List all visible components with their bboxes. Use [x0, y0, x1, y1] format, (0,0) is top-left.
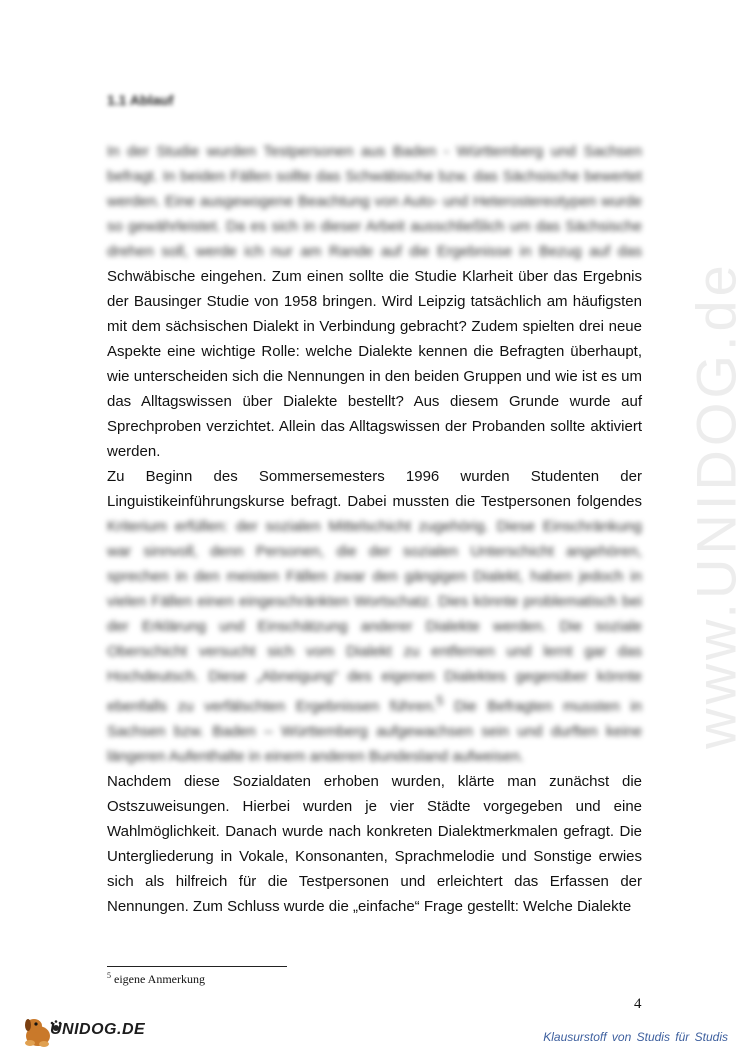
- paragraph-1: [107, 139, 642, 464]
- page-number: 4: [634, 996, 642, 1012]
- dog-icon: [25, 1019, 50, 1047]
- body-text: [107, 139, 642, 919]
- paragraph-1-clear: Schwäbische eingehen. Zum einen sollte die Studie Klarheit über das Ergebnis der Bausinger Studie von 1958 bringen. Wird Leipzig tatsächlich am häufigsten mit dem sächsischen Dialekt in Verbindung gebracht? Zudem spielten drei neue Aspekte eine wichtige Rolle: welche Dialekte kennen die Befragten überhaupt, wie unterscheiden sich die Nennungen in den beiden Gruppen und wie ist es um das Alltagswissen über Dialekte bestellt? Aus diesem Grunde wurde auf Sprechproben verzichtet. Allein das Alltagswissen der Probanden sollte aktiviert werden.: [107, 268, 642, 460]
- footnote-text: eigene Anmerkung: [114, 972, 205, 986]
- paragraph-2-blurred: Kriterium erfüllen: der sozialen Mittelschicht zugehörig. Diese Einschränkung war sinnvoll, denn Personen, die der sozialen Unterschicht angehören, sprechen in den meisten Fällen zwar den gängigen Dialekt, haben jedoch in vielen Fällen einen eingeschränkten Wortschatz. Dies könnte problematisch bei der Erklärung und Einschätzung anderer Dialekte werden. Die soziale Oberschicht versucht sich vom Dialekt zu entfernen und lernt gar das Hochdeutsch. Diese „Abneigung“ des eigenen Dialektes gegenüber könnte ebenfalls zu verfälschten Ergebnissen führen.: [107, 518, 642, 715]
- logo-text: UNIDOG.DE: [50, 1021, 146, 1038]
- footnote-number: 5: [107, 971, 111, 980]
- paragraph-2-blurred-end: Die Befragten mussten in Sachsen bzw. Baden – Württemberg aufgewachsen sein und durften keine längeren Aufenthalte in einem anderen Bundesland aufweisen.: [107, 698, 642, 765]
- section-heading: 1.1 Ablauf: [107, 92, 174, 108]
- paragraph-3-clear: Nachdem diese Sozialdaten erhoben wurden, klärte man zunächst die Ostszuweisungen. Hierbei wurden je vier Städte vorgegeben und eine Wahlmöglichkeit. Danach wurde nach konkreten Dialektmerkmalen gefragt. Die Untergliederung in Vokale, Konsonanten, Sprachmelodie und Sonstige erwies sich als hilfreich für die Testpersonen und erleichtert das Erfassen der Nennungen. Zum Schluss wurde die „einfache“ Frage gestellt: Welche Dialekte: [107, 773, 642, 915]
- footer-tagline: Klausurstoff von Studis für Studis: [543, 1030, 728, 1044]
- footnote: [107, 971, 205, 987]
- paragraph-2-clear: Zu Beginn des Sommersemesters 1996 wurden Studenten der Linguistikeinführungskurse befragt. Dabei mussten die Testpersonen folgendes: [107, 468, 642, 510]
- footnote-ref: 5: [436, 694, 444, 708]
- footnote-divider: [107, 966, 287, 967]
- paragraph-3: [107, 769, 642, 919]
- paragraph-1-blurred: In der Studie wurden Testpersonen aus Baden - Württemberg und Sachsen befragt. In beiden Fällen sollte das Schwäbische bzw. das Sächsische bewertet werden. Eine ausgewogene Beachtung von Auto- und Heterostereotypen wurde so gewährleistet. Da es sich in dieser Arbeit ausschließlich um das Sächsische drehen soll, werde ich nur am Rande auf die Ergebnisse in Bezug auf das: [107, 143, 642, 260]
- watermark: www.UNIDOG.de: [684, 261, 748, 749]
- paragraph-2: [107, 464, 642, 769]
